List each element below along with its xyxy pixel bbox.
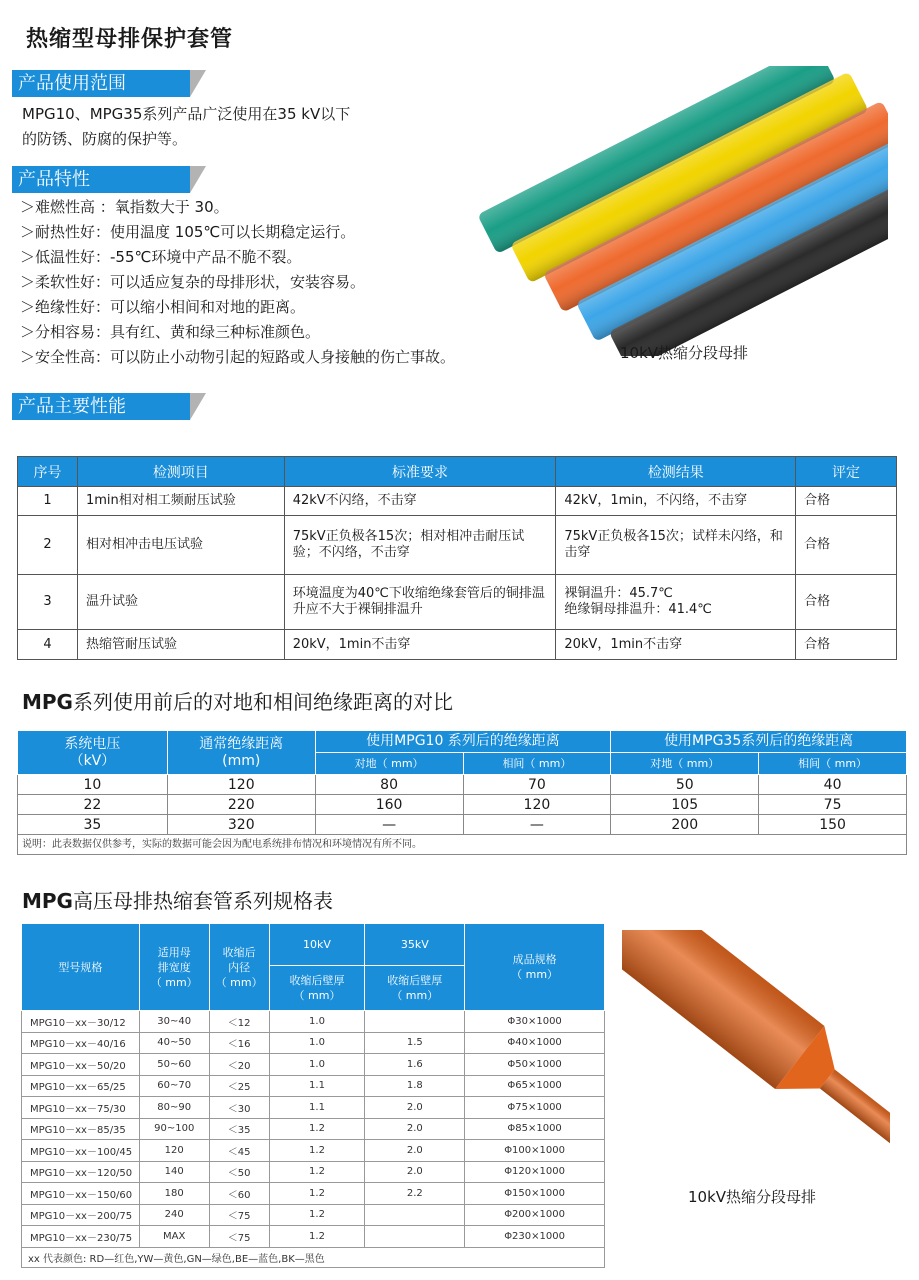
cell: 1.0 [269,1032,365,1054]
cell: 30~40 [139,1011,209,1033]
usage-line: MPG10、MPG35系列产品广泛使用在35 kV以下 [22,105,351,123]
table-note-row [18,835,907,855]
cell: 2 [18,516,78,575]
cell: 240 [139,1204,209,1226]
feature-item: ＞柔软性好：可以适应复杂的母排形状，安装容易。 [20,273,366,291]
cell: 70 [463,775,611,795]
cell: 1.1 [269,1075,365,1097]
cell: MPG10－xx－75/30 [22,1097,140,1119]
col-header-35kv: 35kV [365,924,465,966]
cell: 1.2 [269,1140,365,1162]
cell: ＜30 [209,1097,269,1119]
table-row [22,1054,605,1076]
cell: 105 [611,795,759,815]
table-row [22,1075,605,1097]
cell: Φ65×1000 [465,1075,605,1097]
cell: 1.8 [365,1075,465,1097]
col-header-mpg35: 使用MPG35系列后的绝缘距离 [611,731,907,753]
section-heading-features: 产品特性 [18,169,90,190]
cell: 1 [18,487,78,516]
cell: ＜12 [209,1011,269,1033]
table-row [18,630,897,660]
feature-item: ＞耐热性好：使用温度 105℃可以长期稳定运行。 [20,223,356,241]
feature-list [20,195,455,370]
feature-item: ＞安全性高：可以防止小动物引起的短路或人身接触的伤亡事故。 [20,348,456,366]
cell: 120 [463,795,611,815]
cell: ＜16 [209,1032,269,1054]
cell: Φ230×1000 [465,1226,605,1248]
distance-title [22,686,453,715]
cell: MPG10－xx－230/75 [22,1226,140,1248]
cell: Φ50×1000 [465,1054,605,1076]
col-header-wall35: 收缩后壁厚 （ mm） [365,966,465,1011]
cell: 320 [167,815,315,835]
spec-title-bold: MPG [22,889,73,913]
spec-table [21,923,605,1268]
cell: MPG10－xx－50/20 [22,1054,140,1076]
table-row [18,575,897,630]
cell: 120 [167,775,315,795]
table-row [22,1032,605,1054]
cell: 90~100 [139,1118,209,1140]
cell: Φ120×1000 [465,1161,605,1183]
cell: — [315,815,463,835]
cell: 42kV不闪络，不击穿 [284,487,556,516]
cell: 相对相冲击电压试验 [77,516,284,575]
image-caption: 10kV热缩分段母排 [620,344,749,362]
col-header-wall10: 收缩后壁厚 （ mm） [269,966,365,1011]
cell: ＜50 [209,1161,269,1183]
feature-item: ＞分相容易：具有红、黄和绿三种标准颜色。 [20,323,321,341]
col-header-ground: 对地（ mm） [315,753,463,775]
cell: MPG10－xx－65/25 [22,1075,140,1097]
cell: 40 [759,775,907,795]
cell: MPG10－xx－40/16 [22,1032,140,1054]
cell: ＜35 [209,1118,269,1140]
cell: 2.0 [365,1097,465,1119]
table-row [18,775,907,795]
cell: 热缩管耐压试验 [77,630,284,660]
cell: 温升试验 [77,575,284,630]
cell: 1.6 [365,1054,465,1076]
cell: 3 [18,575,78,630]
cell: 20kV，1min不击穿 [284,630,556,660]
table-row [18,795,907,815]
cell: MPG10－xx－30/12 [22,1011,140,1033]
cell: Φ200×1000 [465,1204,605,1226]
busbar-tubes-image [478,66,888,356]
col-header-inner: 收缩后 内径 （ mm） [209,924,269,1011]
col-header-model: 型号规格 [22,924,140,1011]
cell: Φ100×1000 [465,1140,605,1162]
cell: 2.2 [365,1183,465,1205]
feature-item: ＞低温性好：-55℃环境中产品不脆不裂。 [20,248,302,266]
cell: MPG10－xx－85/35 [22,1118,140,1140]
section-banner-performance [12,393,212,420]
col-header-phase: 相间（ mm） [463,753,611,775]
cell: 50~60 [139,1054,209,1076]
cell [365,1204,465,1226]
table-row [22,1226,605,1248]
cell: 60~70 [139,1075,209,1097]
cell: MAX [139,1226,209,1248]
test-table [17,456,897,660]
cell: 75 [759,795,907,815]
cell: 2.0 [365,1161,465,1183]
usage-line: 的防锈、防腐的保护等。 [22,130,188,148]
orange-tube-image [622,930,890,1180]
table-row [22,1140,605,1162]
cell: MPG10－xx－100/45 [22,1140,140,1162]
table-row [22,1204,605,1226]
cell [365,1226,465,1248]
cell: Φ150×1000 [465,1183,605,1205]
page-title: 热缩型母排保护套管 [26,27,234,52]
cell: 75kV正负极各15次；相对相冲击耐压试验；不闪络，不击穿 [284,516,556,575]
cell: MPG10－xx－120/50 [22,1161,140,1183]
feature-item: ＞难燃性高 ：氧指数大于 30。 [20,198,229,216]
cell: 1.1 [269,1097,365,1119]
cell: 合格 [796,575,897,630]
cell: 10 [18,775,168,795]
table-row [22,1161,605,1183]
table-header-row [18,457,897,487]
distance-table [17,730,907,855]
cell: 1.0 [269,1011,365,1033]
cell: ＜20 [209,1054,269,1076]
cell: 1min相对相工频耐压试验 [77,487,284,516]
cell: 20kV，1min不击穿 [556,630,796,660]
cell: ＜60 [209,1183,269,1205]
cell: MPG10－xx－150/60 [22,1183,140,1205]
cell: 180 [139,1183,209,1205]
image-caption: 10kV热缩分段母排 [688,1188,817,1206]
cell: 160 [315,795,463,815]
cell: ＜45 [209,1140,269,1162]
col-header-ground: 对地（ mm） [611,753,759,775]
cell: Φ30×1000 [465,1011,605,1033]
cell: 75kV正负极各15次；试样未闪络，和击穿 [556,516,796,575]
table-note: 说明：此表数据仅供参考，实际的数据可能会因为配电系统排布情况和环境情况有所不同。 [18,835,907,855]
cell: MPG10－xx－200/75 [22,1204,140,1226]
cell: 裸铜温升：45.7℃ 绝缘铜母排温升：41.4℃ [556,575,796,630]
cell: — [463,815,611,835]
col-header: 标准要求 [284,457,556,487]
table-note-row [22,1247,605,1267]
table-row [22,1118,605,1140]
section-banner-usage [12,70,212,97]
col-header-normal: 通常绝缘距离 (mm) [167,731,315,775]
col-header: 检测项目 [77,457,284,487]
cell: 35 [18,815,168,835]
cell: 80~90 [139,1097,209,1119]
cell: 40~50 [139,1032,209,1054]
cell [365,1011,465,1033]
col-header-voltage: 系统电压 （kV） [18,731,168,775]
col-header-product: 成品规格 （ mm） [465,924,605,1011]
col-header: 检测结果 [556,457,796,487]
cell: 220 [167,795,315,815]
cell: 140 [139,1161,209,1183]
cell: 1.5 [365,1032,465,1054]
col-header: 评定 [796,457,897,487]
usage-text [22,102,350,152]
cell: Φ75×1000 [465,1097,605,1119]
cell: 120 [139,1140,209,1162]
distance-title-rest: 系列使用前后的对地和相间绝缘距离的对比 [72,690,453,714]
cell: ＜25 [209,1075,269,1097]
cell: 50 [611,775,759,795]
cell: 1.0 [269,1054,365,1076]
cell: 200 [611,815,759,835]
cell: 合格 [796,487,897,516]
cell: 1.2 [269,1118,365,1140]
table-row [22,1011,605,1033]
col-header-width: 适用母 排宽度 （ mm） [139,924,209,1011]
cell: 1.2 [269,1226,365,1248]
cell: ＜75 [209,1226,269,1248]
table-row [18,516,897,575]
table-header-row [18,731,907,753]
cell: 150 [759,815,907,835]
spec-title-rest: 高压母排热缩套管系列规格表 [72,889,333,913]
cell: 1.2 [269,1161,365,1183]
cell: 环境温度为40℃下收缩绝缘套管后的铜排温升应不大于裸铜排温升 [284,575,556,630]
table-row [18,487,897,516]
table-note: xx 代表颜色: RD—红色,YW—黄色,GN—绿色,BE—蓝色,BK—黑色 [22,1247,605,1267]
cell: 1.2 [269,1183,365,1205]
col-header-phase: 相间（ mm） [759,753,907,775]
distance-title-bold: MPG [22,690,73,714]
cell: ＜75 [209,1204,269,1226]
table-row [22,1097,605,1119]
section-banner-features [12,166,212,193]
cell: 1.2 [269,1204,365,1226]
table-row [18,815,907,835]
table-row [22,1183,605,1205]
col-header-10kv: 10kV [269,924,365,966]
cell: 2.0 [365,1140,465,1162]
cell: Φ40×1000 [465,1032,605,1054]
cell: 合格 [796,630,897,660]
cell: 42kV，1min，不闪络，不击穿 [556,487,796,516]
cell: 合格 [796,516,897,575]
table-header-row [22,924,605,966]
cell: 4 [18,630,78,660]
feature-item: ＞绝缘性好：可以缩小相间和对地的距离。 [20,298,306,316]
cell: 2.0 [365,1118,465,1140]
section-heading-usage: 产品使用范围 [18,73,126,94]
cell: 80 [315,775,463,795]
spec-title [22,885,333,914]
cell: 22 [18,795,168,815]
cell: Φ85×1000 [465,1118,605,1140]
col-header-mpg10: 使用MPG10 系列后的绝缘距离 [315,731,611,753]
section-heading-performance: 产品主要性能 [18,396,126,417]
col-header: 序号 [18,457,78,487]
